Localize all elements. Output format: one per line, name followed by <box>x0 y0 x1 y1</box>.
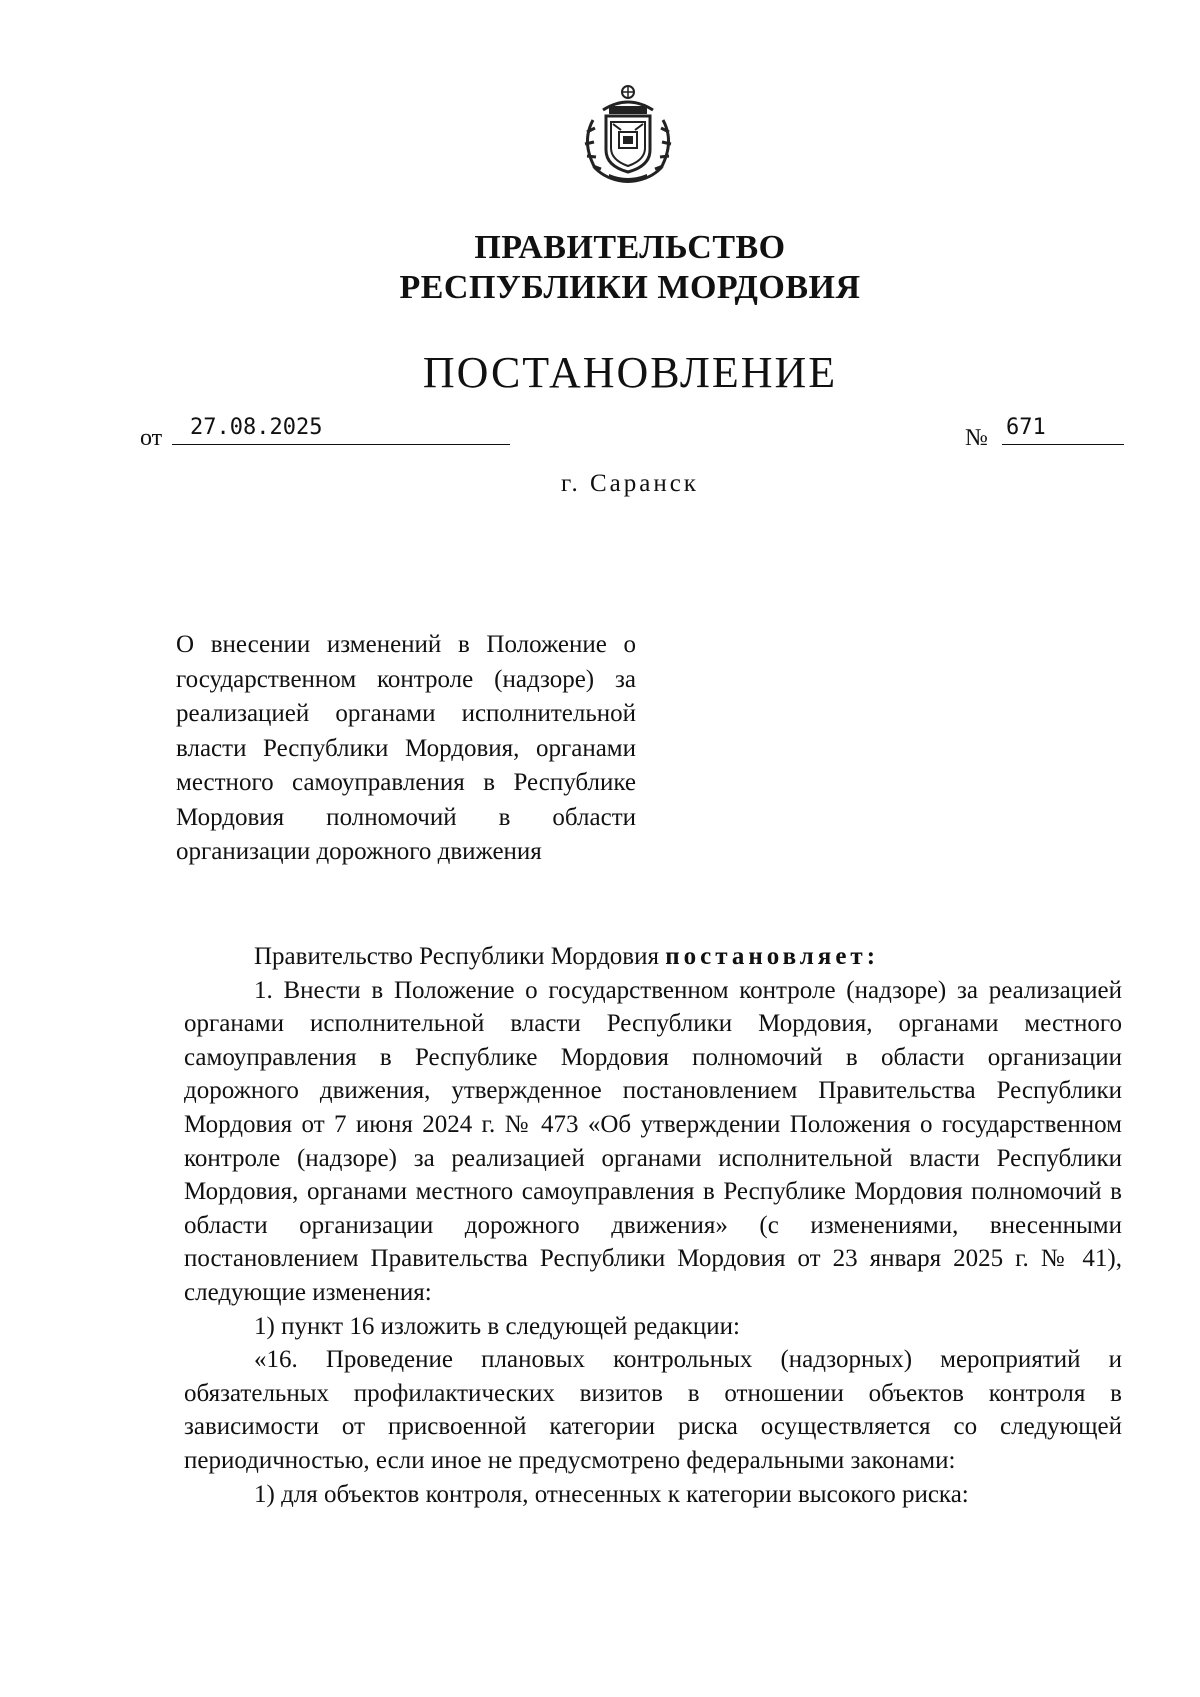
number-prefix: № <box>965 425 988 451</box>
document-type: ПОСТАНОВЛЕНИЕ <box>422 348 838 397</box>
body-paragraph: 1. Внести в Положение о государственном контроле (надзоре) за реализацией органами исполнительной власти Республики Мордовия, органами местного самоуправления в Республике Мордовия полномочий в области организации дорожного движения, утвержденное постановлением Правительства Республики Мордовия от 7 июня 2024 г. № 473 «Об утверждении Положения о государственном контроле (надзоре) за реализацией органами исполнительной власти Республики Мордовия, органами местного самоуправления в Республике Мордовия полномочий в области организации дорожного движения» (с изменениями, внесенными постановлением Правительства Республики Мордовия от 23 января 2025 г. № 41), следующие изменения: <box>184 976 1122 1306</box>
coat-of-arms-icon <box>573 80 683 188</box>
organization-name-line1: ПРАВИТЕЛЬСТВО <box>474 229 786 266</box>
document-date: 27.08.2025 <box>172 415 510 445</box>
document-subject: О внесении изменений в Положение о государственном контроле (надзоре) за реализацией органами исполнительной власти Республики Мордовия, органами местного самоуправления в Республике Мордовия полномочий в области организации дорожного движения <box>176 631 636 865</box>
date-prefix: от <box>140 425 163 451</box>
date-number-row <box>140 415 1130 455</box>
body-paragraph: 1) пункт 16 изложить в следующей редакции: <box>254 1312 740 1340</box>
body-paragraph: 1) для объектов контроля, отнесенных к категории высокого риска: <box>254 1480 969 1508</box>
city: г. Саранск <box>561 470 699 497</box>
organization-name-line2: РЕСПУБЛИКИ МОРДОВИЯ <box>399 269 861 306</box>
document-number: 671 <box>1002 415 1124 445</box>
intro-paragraph <box>184 940 1122 974</box>
body-paragraph: «16. Проведение плановых контрольных (надзорных) мероприятий и обязательных профилактических визитов в отношении объектов контроля в зависимости от присвоенной категории риска осуществляется со следующей периодичностью, если иное не предусмотрено федеральными законами: <box>184 1346 1122 1474</box>
intro-decree-word: постановляет: <box>665 943 880 970</box>
document-body <box>184 940 1122 1511</box>
intro-text: Правительство Республики Мордовия <box>254 943 666 970</box>
